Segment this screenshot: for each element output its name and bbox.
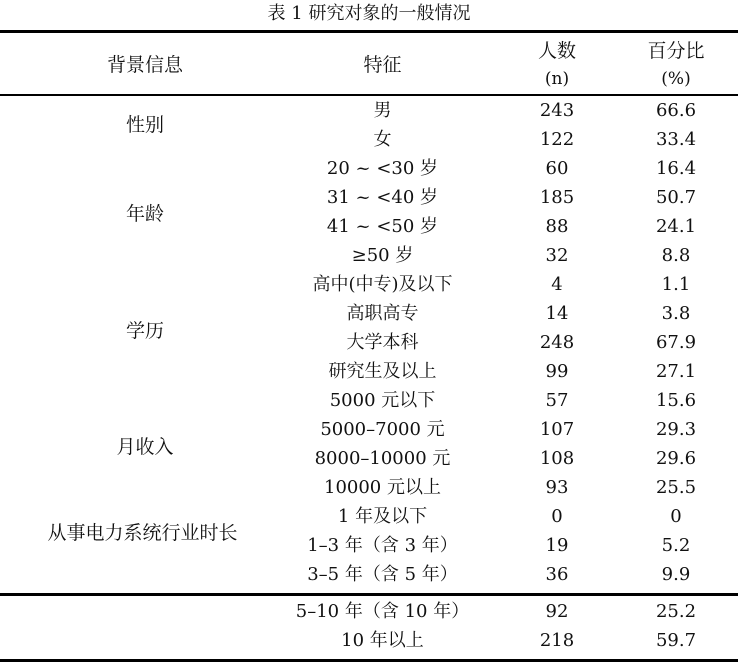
header-count-unit: (n): [544, 69, 570, 89]
group-gender: 性别: [125, 114, 164, 136]
feature-cell: 3–5 年（含 5 年）: [307, 564, 458, 585]
percent-cell: 59.7: [655, 630, 697, 651]
percent-cell: 15.6: [655, 390, 697, 411]
bottom-rule: [0, 659, 738, 662]
feature-cell: 高中(中专)及以下: [312, 274, 453, 295]
count-cell: 185: [539, 187, 575, 208]
feature-cell: 5000 元以下: [329, 390, 436, 411]
count-cell: 4: [551, 274, 563, 295]
percent-cell: 25.5: [655, 477, 697, 498]
feature-cell: 高职高专: [346, 303, 419, 324]
count-cell: 243: [539, 100, 575, 121]
count-cell: 92: [545, 601, 569, 622]
feature-cell: 31 ~ <40 岁: [326, 187, 439, 208]
count-cell: 107: [539, 419, 575, 440]
count-cell: 88: [545, 216, 569, 237]
count-cell: 218: [539, 630, 575, 651]
feature-cell: ≥50 岁: [351, 245, 414, 266]
group-income: 月收入: [116, 436, 174, 458]
feature-cell: 大学本科: [346, 332, 419, 353]
percent-cell: 8.8: [661, 245, 691, 266]
count-cell: 36: [545, 564, 569, 585]
count-cell: 108: [539, 448, 575, 469]
feature-cell: 研究生及以上: [328, 361, 437, 382]
percent-cell: 0: [670, 506, 682, 527]
percent-cell: 24.1: [655, 216, 697, 237]
percent-cell: 50.7: [655, 187, 697, 208]
percent-cell: 66.6: [655, 100, 697, 121]
feature-cell: 5–10 年（含 10 年）: [295, 601, 470, 622]
feature-cell: 10000 元以上: [324, 477, 441, 498]
feature-cell: 10 年以上: [341, 630, 424, 651]
header-percent: 百分比: [647, 40, 705, 62]
percent-cell: 16.4: [655, 158, 697, 179]
page-split-rule: [0, 593, 738, 596]
percent-cell: 67.9: [655, 332, 697, 353]
count-cell: 19: [545, 535, 569, 556]
feature-cell: 41 ~ <50 岁: [326, 216, 439, 237]
count-cell: 122: [539, 129, 575, 150]
percent-cell: 33.4: [655, 129, 697, 150]
percent-cell: 1.1: [661, 274, 691, 295]
percent-cell: 5.2: [661, 535, 691, 556]
header-background: 背景信息: [106, 54, 183, 76]
count-cell: 57: [545, 390, 569, 411]
count-cell: 248: [539, 332, 575, 353]
count-cell: 60: [545, 158, 569, 179]
group-age: 年龄: [125, 203, 164, 225]
group-education: 学历: [125, 320, 164, 342]
feature-cell: 20 ~ <30 岁: [326, 158, 439, 179]
count-cell: 93: [545, 477, 569, 498]
percent-cell: 9.9: [661, 564, 691, 585]
table-caption: 表 1 研究对象的一般情况: [267, 3, 471, 24]
header-count: 人数: [537, 40, 576, 62]
feature-cell: 1 年及以下: [337, 506, 428, 527]
percent-cell: 25.2: [655, 601, 697, 622]
feature-cell: 女: [373, 129, 392, 150]
feature-cell: 1–3 年（含 3 年）: [307, 535, 458, 556]
header-percent-unit: (%): [661, 69, 691, 89]
feature-cell: 男: [373, 100, 392, 121]
feature-cell: 8000–10000 元: [314, 448, 451, 469]
count-cell: 99: [545, 361, 569, 382]
count-cell: 0: [551, 506, 563, 527]
count-cell: 32: [545, 245, 569, 266]
percent-cell: 3.8: [661, 303, 691, 324]
count-cell: 14: [545, 303, 569, 324]
feature-cell: 5000–7000 元: [320, 419, 445, 440]
top-rule: [0, 30, 738, 33]
group-tenure: 从事电力系统行业时长: [47, 522, 238, 544]
header-feature: 特征: [363, 54, 402, 76]
percent-cell: 29.6: [655, 448, 697, 469]
percent-cell: 27.1: [655, 361, 697, 382]
percent-cell: 29.3: [655, 419, 697, 440]
